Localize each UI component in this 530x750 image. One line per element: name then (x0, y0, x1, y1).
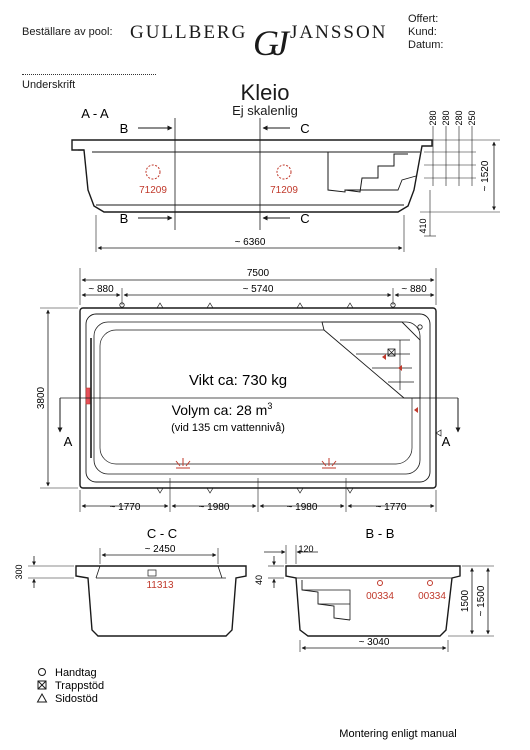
cut-a-left-label: A (63, 434, 73, 449)
legend-trappstod: Trappstöd (55, 680, 105, 692)
section-bb-depth-a: 1500 (460, 589, 471, 613)
section-cc-label: C - C (146, 526, 178, 541)
cut-c-top-label: C (300, 121, 310, 136)
logo-left-text: GULLBERG (130, 22, 248, 43)
marker-11313-label: 11313 (146, 580, 174, 591)
plan-bottom-dim-3: ~ 1980 (286, 502, 318, 513)
plan-seg-left: ~ 880 (88, 284, 114, 295)
model-title: Kleio (240, 80, 290, 105)
quote-field: Offert: (408, 13, 439, 25)
scale-note: Ej skalenlig (232, 103, 298, 118)
step-dim-2: 280 (441, 110, 451, 126)
marker-00334-left: 00334 (366, 591, 394, 602)
plan-bottom-dim-4: ~ 1770 (375, 502, 407, 513)
section-aa-label: A - A (81, 106, 109, 121)
plan-bottom-dim-2: ~ 1980 (198, 502, 230, 513)
section-bb-depth-b: ~ 1500 (476, 585, 487, 617)
cut-b-bottom-label: B (119, 211, 129, 226)
marker-00334-right: 00334 (418, 591, 446, 602)
section-bb-top-dim: 120 (298, 544, 314, 554)
step-dim-4: 250 (467, 110, 477, 126)
date-field: Datum: (408, 39, 444, 51)
plan-view (40, 268, 458, 512)
footer-note: Montering enligt manual (339, 728, 457, 740)
section-bb-side-dim: 40 (254, 574, 264, 586)
plan-width: 3800 (36, 386, 47, 410)
legend-handtag: Handtag (55, 667, 97, 679)
signature-label: Underskrift (22, 79, 76, 91)
crossed-box-icon (38, 681, 46, 689)
section-bb-label: B - B (365, 526, 395, 541)
section-cc-width: ~ 2450 (144, 544, 176, 555)
plan-volume (172, 401, 273, 418)
step-dim-1: 280 (428, 110, 438, 126)
cut-c-bottom-label: C (300, 211, 310, 226)
customer-field: Kund: (408, 26, 437, 38)
marker-71209-left-label: 71209 (139, 185, 167, 196)
plan-bottom-dim-1: ~ 1770 (109, 502, 141, 513)
cut-b-top-label: B (119, 121, 129, 136)
plan-seg-right: ~ 880 (401, 284, 427, 295)
plan-weight: Vikt ca: 730 kg (188, 372, 288, 389)
section-bb-length: ~ 3040 (358, 637, 390, 648)
legend (38, 667, 105, 705)
plan-seg-mid: ~ 5740 (242, 284, 274, 295)
legend-sidostod: Sidostöd (55, 693, 98, 705)
section-cc-depth: 300 (14, 564, 24, 580)
section-aa-depth: ~ 1520 (480, 160, 491, 192)
bottom-offset-dim: 410 (418, 218, 428, 234)
plan-total-length: 7500 (246, 268, 270, 279)
marker-71209-right-label: 71209 (270, 185, 298, 196)
plan-volume-text: Volym ca: 28 m (171, 402, 268, 418)
step-dim-3: 280 (454, 110, 464, 126)
plan-volume-exp: 3 (267, 401, 273, 411)
orderer-label: Beställare av pool: (22, 26, 113, 38)
section-aa-length: ~ 6360 (234, 237, 266, 248)
circle-icon (39, 669, 46, 676)
triangle-icon (38, 694, 47, 702)
cut-a-right-label: A (441, 434, 451, 449)
logo-right-text: JANSSON (290, 22, 388, 43)
plan-volume-note: (vid 135 cm vattennivå) (171, 422, 285, 434)
logo-monogram: GJ (253, 23, 283, 63)
section-cc (28, 548, 246, 636)
